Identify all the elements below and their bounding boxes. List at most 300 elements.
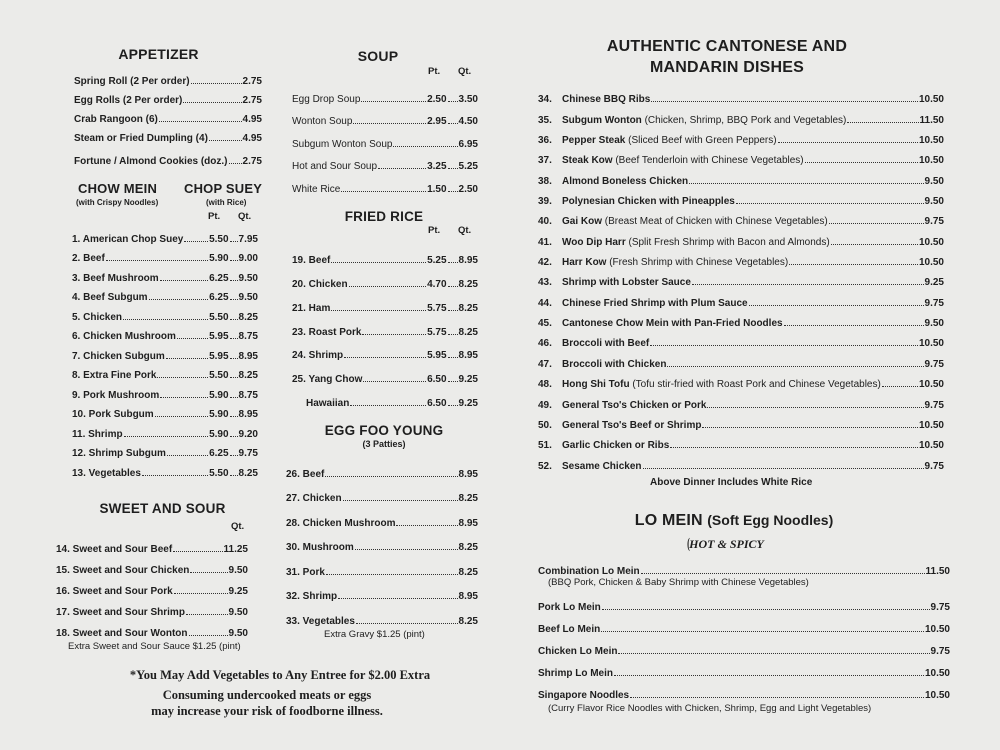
leader-dots — [448, 101, 458, 102]
leader-dots — [448, 191, 458, 192]
menu-item — [292, 361, 478, 385]
leader-dots — [448, 357, 458, 358]
appetizer-title: APPETIZER — [118, 46, 199, 62]
leader-dots — [601, 631, 924, 632]
item-price-qt: 9.00 — [238, 253, 258, 264]
chop-suey-note: (with Rice) — [206, 198, 247, 207]
item-name: Steam or Fried Dumpling (4) — [74, 133, 208, 144]
leader-dots — [448, 286, 458, 287]
leader-dots — [167, 455, 208, 456]
item-name: Subgum Wonton Soup — [292, 138, 393, 150]
item-price: 9.50 — [228, 627, 248, 639]
leader-dots — [331, 262, 426, 263]
item-number: 36. — [538, 135, 552, 147]
item-price-qt: 8.25 — [238, 370, 258, 381]
chop-suey-title: CHOP SUEY — [184, 181, 263, 196]
item-price-pt: 5.50 — [209, 311, 229, 323]
soup-title: SOUP — [357, 48, 399, 64]
appetizer-list — [74, 68, 262, 167]
leader-dots — [789, 264, 918, 265]
item-price-qt: 9.50 — [238, 272, 258, 284]
menu-item — [538, 166, 944, 186]
menu-item — [538, 349, 944, 369]
item-price-qt: 8.95 — [238, 350, 258, 362]
menu-item — [74, 144, 262, 167]
leader-dots — [173, 551, 222, 552]
item-name: 20. Chicken — [292, 279, 348, 291]
item-price-qt: 4.50 — [458, 116, 478, 127]
item-name: Steak Kow — [562, 155, 613, 167]
item-price-qt: 9.25 — [458, 374, 478, 386]
item-price: 9.50 — [924, 175, 944, 187]
menu-item — [538, 411, 944, 431]
menu-item — [292, 127, 478, 150]
item-name: Hot and Sour Soup — [292, 161, 378, 172]
leader-dots — [831, 244, 918, 245]
item-number: 46. — [538, 338, 552, 350]
item-description: (Beef Tenderloin with Chinese Vegetables) — [612, 155, 804, 167]
egg-foo-young-list — [286, 455, 478, 627]
item-number: 43. — [538, 277, 552, 289]
fried-rice-header — [284, 225, 484, 239]
leader-dots — [343, 500, 458, 501]
item-price: 4.95 — [242, 114, 262, 125]
menu-item — [292, 338, 478, 362]
item-price-qt: 5.25 — [458, 161, 478, 172]
leader-dots — [230, 241, 238, 242]
item-price: 10.50 — [918, 440, 944, 452]
item-description: (BBQ Pork, Chicken & Baby Shrimp with Chinese Vegetables) — [548, 576, 809, 588]
item-price: 8.25 — [458, 542, 478, 554]
leader-dots — [778, 142, 918, 143]
leader-dots — [847, 122, 918, 123]
fried-rice-title: FRIED RICE — [344, 208, 424, 224]
menu-item — [56, 618, 248, 639]
item-price: 11.50 — [925, 565, 950, 577]
item-description: (Breast Meat of Chicken with Chinese Vegetables) — [602, 216, 828, 228]
item-name: Singapore Noodles — [538, 689, 630, 701]
item-price-pt: 5.90 — [209, 409, 229, 420]
leader-dots — [448, 123, 458, 124]
item-number: 34. — [538, 94, 552, 106]
item-price: 10.50 — [924, 667, 950, 679]
menu-item — [56, 555, 248, 576]
item-price-pt: 5.95 — [209, 331, 229, 342]
item-price: 10.50 — [918, 379, 944, 391]
item-price-pt: 1.50 — [427, 183, 447, 195]
qt-header: Qt. — [238, 211, 252, 222]
leader-dots — [157, 377, 208, 378]
item-name: Broccoli with Beef — [562, 338, 650, 350]
item-name: 18. Sweet and Sour Wonton — [56, 627, 188, 639]
leader-dots — [142, 475, 208, 476]
item-number: 52. — [538, 460, 552, 472]
item-price: 9.25 — [924, 277, 944, 289]
leader-dots — [230, 377, 238, 378]
item-name: 4. Beef Subgum — [72, 292, 148, 303]
menu-item — [72, 362, 258, 382]
menu-item — [538, 613, 950, 635]
item-description: (Tofu stir-fried with Roast Pork and Chinese Vegetables) — [629, 379, 881, 391]
item-price-pt: 5.95 — [427, 350, 447, 362]
item-price-pt: 4.70 — [427, 279, 447, 291]
menu-item — [538, 187, 944, 207]
item-name: Shrimp Lo Mein — [538, 667, 613, 679]
item-name: Almond Boneless Chicken — [562, 175, 689, 187]
item-name: Hong Shi Tofu — [562, 379, 630, 391]
leader-dots — [341, 191, 426, 192]
item-price-qt: 8.75 — [238, 389, 258, 401]
item-number: 45. — [538, 318, 552, 330]
leader-dots — [670, 447, 918, 448]
menu-item — [72, 264, 258, 284]
leader-dots — [393, 146, 457, 147]
item-price-qt: 9.50 — [238, 292, 258, 303]
chow-mein-title: CHOW MEIN — [78, 181, 158, 196]
item-number: 40. — [538, 216, 552, 228]
item-name: Garlic Chicken or Ribs — [562, 440, 670, 452]
leader-dots — [230, 455, 238, 456]
item-price: 10.50 — [924, 623, 950, 635]
leader-dots — [448, 334, 458, 335]
item-description: (Sliced Beef with Green Peppers) — [625, 135, 777, 147]
pt-header: Pt. — [208, 211, 221, 222]
item-name: 9. Pork Mushroom — [72, 389, 160, 401]
item-price: 2.75 — [242, 76, 262, 87]
item-name: Pepper Steak — [562, 135, 626, 147]
item-price-pt: 5.75 — [427, 326, 447, 338]
leader-dots — [602, 609, 930, 610]
item-price: 11.50 — [919, 114, 944, 126]
leader-dots — [160, 280, 208, 281]
menu-item — [72, 245, 258, 265]
menu-item — [72, 284, 258, 304]
menu-item — [538, 679, 950, 701]
item-price-pt: 5.50 — [209, 370, 229, 381]
item-price-qt: 8.95 — [238, 409, 258, 420]
item-price-pt: 5.50 — [209, 233, 229, 245]
item-price-pt: 2.50 — [427, 93, 447, 105]
leader-dots — [641, 573, 925, 574]
item-description: (Fresh Shrimp with Chinese Vegetables) — [606, 257, 789, 269]
cantonese-list — [538, 85, 944, 472]
item-price-qt: 9.20 — [238, 428, 258, 440]
item-price-qt: 9.25 — [458, 398, 478, 410]
leader-dots — [356, 623, 458, 624]
item-name: Combination Lo Mein — [538, 565, 640, 577]
qt-header: Qt. — [458, 224, 472, 236]
column-right — [530, 38, 950, 714]
leader-dots — [829, 223, 924, 224]
menu-item — [286, 578, 478, 603]
item-name: Egg Drop Soup — [292, 93, 361, 105]
leader-dots — [106, 260, 208, 261]
qt-header: Qt. — [458, 66, 472, 77]
leader-dots — [667, 366, 923, 367]
menu-item — [286, 504, 478, 529]
leader-dots — [643, 468, 924, 469]
menu-item — [286, 480, 478, 505]
leader-dots — [618, 653, 929, 654]
item-price: 9.50 — [924, 318, 944, 330]
item-name: Fortune / Almond Cookies (doz.) — [74, 156, 228, 167]
leader-dots — [230, 260, 238, 261]
leader-dots — [331, 310, 426, 311]
item-price: 4.95 — [242, 133, 262, 144]
leader-dots — [183, 102, 241, 103]
footer-notes — [60, 668, 480, 719]
item-name: 26. Beef — [286, 468, 325, 480]
item-name: Broccoli with Chicken — [562, 358, 667, 370]
menu-item — [72, 342, 258, 362]
item-description: (Chicken, Shrimp, BBQ Pork and Vegetables) — [641, 114, 847, 126]
leader-dots — [784, 325, 924, 326]
item-price-pt: 5.90 — [209, 389, 229, 401]
item-price: 10.50 — [918, 338, 944, 350]
item-price: 9.75 — [924, 358, 944, 370]
leader-dots — [155, 416, 208, 417]
menu-item — [72, 323, 258, 343]
item-price: 2.75 — [242, 95, 262, 106]
leader-dots — [707, 407, 923, 408]
item-description: (Curry Flavor Rice Noodles with Chicken, Shrimp, Egg and Light Vegetables) — [548, 702, 872, 714]
menu-item — [538, 451, 944, 471]
menu-item — [538, 390, 944, 410]
item-name: Cantonese Chow Mein with Pan-Fried Noodles — [562, 318, 783, 330]
item-number: 47. — [538, 358, 552, 370]
item-price: 8.25 — [458, 615, 478, 627]
leader-dots — [355, 549, 458, 550]
leader-dots — [326, 574, 458, 575]
item-price: 10.50 — [918, 257, 944, 269]
item-price: 8.95 — [458, 517, 478, 529]
menu-item — [538, 559, 950, 577]
item-price: 9.50 — [228, 564, 248, 576]
food-warning-line1: Consuming undercooked meats or eggs — [162, 688, 372, 702]
item-price: 8.95 — [458, 591, 478, 603]
leader-dots — [882, 386, 918, 387]
leader-dots — [160, 397, 208, 398]
lo-mein-heading — [518, 512, 950, 530]
item-name: General Tso's Beef or Shrimp — [562, 419, 702, 431]
leader-dots — [396, 525, 457, 526]
item-price-qt: 9.75 — [238, 448, 258, 459]
item-price-pt: 6.25 — [209, 272, 229, 284]
item-number: 37. — [538, 155, 552, 167]
item-number: 42. — [538, 257, 552, 269]
item-name: Crab Rangoon (6) — [74, 114, 158, 125]
item-name: 19. Beef — [292, 255, 331, 267]
item-name: 6. Chicken Mushroom — [72, 331, 176, 342]
item-price-pt: 6.25 — [209, 292, 229, 303]
item-name: 30. Mushroom — [286, 542, 354, 554]
menu-item — [74, 106, 262, 125]
item-number: 38. — [538, 175, 552, 187]
leader-dots — [448, 168, 458, 169]
item-price: 9.75 — [924, 399, 944, 411]
lo-mein-title-paren: (Soft Egg Noodles) — [707, 511, 834, 528]
item-name: 23. Roast Pork — [292, 326, 362, 338]
leader-dots — [230, 280, 238, 281]
menu-item — [286, 553, 478, 578]
leader-dots — [230, 416, 238, 417]
item-price: 2.75 — [242, 156, 262, 167]
item-price-qt: 8.25 — [458, 326, 478, 338]
item-price-qt: 7.95 — [238, 233, 258, 245]
item-price: 9.50 — [924, 196, 944, 208]
item-number: 35. — [538, 114, 552, 126]
item-name: 1. American Chop Suey — [72, 233, 184, 245]
menu-item — [306, 385, 478, 409]
menu-item — [538, 126, 944, 146]
leader-dots — [353, 123, 426, 124]
leader-dots — [189, 635, 228, 636]
menu-item — [56, 597, 248, 618]
soup-header — [284, 66, 484, 80]
menu-item — [538, 657, 950, 679]
leader-dots — [736, 203, 924, 204]
leader-dots — [350, 405, 426, 406]
item-price-qt: 8.25 — [458, 279, 478, 291]
leader-dots — [230, 397, 238, 398]
item-price: 9.25 — [228, 585, 248, 597]
item-name: Pork Lo Mein — [538, 601, 601, 613]
item-number: 41. — [538, 236, 552, 248]
item-name: Egg Rolls (2 Per order) — [74, 95, 183, 106]
leader-dots — [749, 305, 924, 306]
sweet-sour-list — [56, 534, 248, 639]
item-description: (Split Fresh Shrimp with Bacon and Almonds) — [625, 236, 830, 248]
leader-dots — [230, 358, 238, 359]
item-number: 49. — [538, 399, 552, 411]
menu-item — [538, 288, 944, 308]
menu-item — [292, 266, 478, 290]
pt-header: Pt. — [428, 66, 441, 77]
sweet-sour-title: SWEET AND SOUR — [99, 500, 226, 516]
item-price: 9.75 — [924, 460, 944, 472]
item-price: 8.25 — [458, 566, 478, 578]
leader-dots — [630, 697, 924, 698]
leader-dots — [361, 101, 426, 102]
leader-dots — [378, 168, 426, 169]
menu-item — [292, 243, 478, 267]
item-price-qt: 6.95 — [458, 138, 478, 150]
item-price-pt: 2.95 — [427, 116, 447, 127]
item-name: Shrimp with Lobster Sauce — [562, 277, 691, 289]
item-price-pt: 5.75 — [427, 302, 447, 314]
item-price-pt: 5.90 — [209, 428, 229, 440]
item-name: 7. Chicken Subgum — [72, 350, 165, 362]
menu-item — [56, 534, 248, 555]
menu-item — [538, 207, 944, 227]
item-name: Woo Dip Harr — [562, 236, 626, 248]
leader-dots — [159, 121, 242, 122]
leader-dots — [349, 286, 426, 287]
item-price-qt: 2.50 — [458, 183, 478, 195]
leader-dots — [448, 405, 458, 406]
item-name: 28. Chicken Mushroom — [286, 517, 396, 529]
item-price-qt: 8.75 — [238, 331, 258, 342]
item-name: 31. Pork — [286, 566, 325, 578]
menu-item — [292, 314, 478, 338]
menu-item — [292, 150, 478, 173]
item-price-pt: 5.50 — [209, 467, 229, 479]
leader-dots — [230, 436, 238, 437]
item-price: 10.50 — [918, 94, 944, 106]
item-name: Beef Lo Mein — [538, 623, 601, 635]
leader-dots — [448, 310, 458, 311]
item-number: 39. — [538, 196, 552, 208]
item-name: 13. Vegetables — [72, 467, 141, 479]
menu-item — [74, 68, 262, 87]
item-name: 17. Sweet and Sour Shrimp — [56, 606, 185, 618]
menu-item — [286, 602, 478, 627]
sweet-sour-note: Extra Sweet and Sour Sauce $1.25 (pint) — [68, 640, 241, 652]
cantonese-title-line1: AUTHENTIC CANTONESE AND — [606, 38, 848, 55]
menu-item — [538, 329, 944, 349]
item-name: Subgum Wonton — [562, 114, 642, 126]
item-number: 48. — [538, 379, 552, 391]
item-name: Hawaiian — [306, 398, 350, 410]
leader-dots — [692, 284, 924, 285]
leader-dots — [689, 183, 923, 184]
fried-rice-list — [292, 243, 478, 410]
leader-dots — [344, 357, 426, 358]
menu-item — [538, 593, 950, 613]
pepper-icon: ( — [687, 535, 691, 552]
leader-dots — [614, 675, 924, 676]
menu-item — [286, 455, 478, 480]
item-name: 24. Shrimp — [292, 350, 344, 362]
leader-dots — [230, 299, 238, 300]
menu-item — [72, 420, 258, 440]
item-name: Polynesian Chicken with Pineapples — [562, 196, 735, 208]
item-price-pt: 5.95 — [209, 350, 229, 362]
item-price: 10.50 — [918, 155, 944, 167]
item-price: 9.75 — [924, 297, 944, 309]
menu-item — [74, 125, 262, 144]
item-price-pt: 6.50 — [427, 374, 447, 386]
leader-dots — [177, 338, 208, 339]
menu-item — [538, 227, 944, 247]
item-name: 8. Extra Fine Pork — [72, 370, 157, 381]
menu-item — [292, 290, 478, 314]
menu-item — [72, 225, 258, 245]
leader-dots — [149, 299, 208, 300]
item-name: Chinese BBQ Ribs — [562, 94, 651, 106]
leader-dots — [651, 101, 918, 102]
menu-item — [72, 401, 258, 421]
item-price-qt: 8.25 — [458, 302, 478, 314]
leader-dots — [702, 427, 918, 428]
item-number: 44. — [538, 297, 552, 309]
item-name: 14. Sweet and Sour Beef — [56, 543, 173, 555]
leader-dots — [363, 381, 426, 382]
pt-header: Pt. — [428, 224, 441, 236]
leader-dots — [124, 436, 208, 437]
leader-dots — [190, 572, 227, 573]
menu-item — [74, 87, 262, 106]
item-name: 3. Beef Mushroom — [72, 272, 159, 284]
lo-mein-title: LO MEIN — [634, 511, 703, 529]
menu-item — [72, 381, 258, 401]
leader-dots — [184, 241, 208, 242]
leader-dots — [191, 83, 242, 84]
egg-foo-young-subtitle: (3 Patties) — [362, 439, 406, 450]
menu-item — [286, 529, 478, 554]
menu-item — [538, 248, 944, 268]
item-name: Harr Kow — [562, 257, 607, 269]
